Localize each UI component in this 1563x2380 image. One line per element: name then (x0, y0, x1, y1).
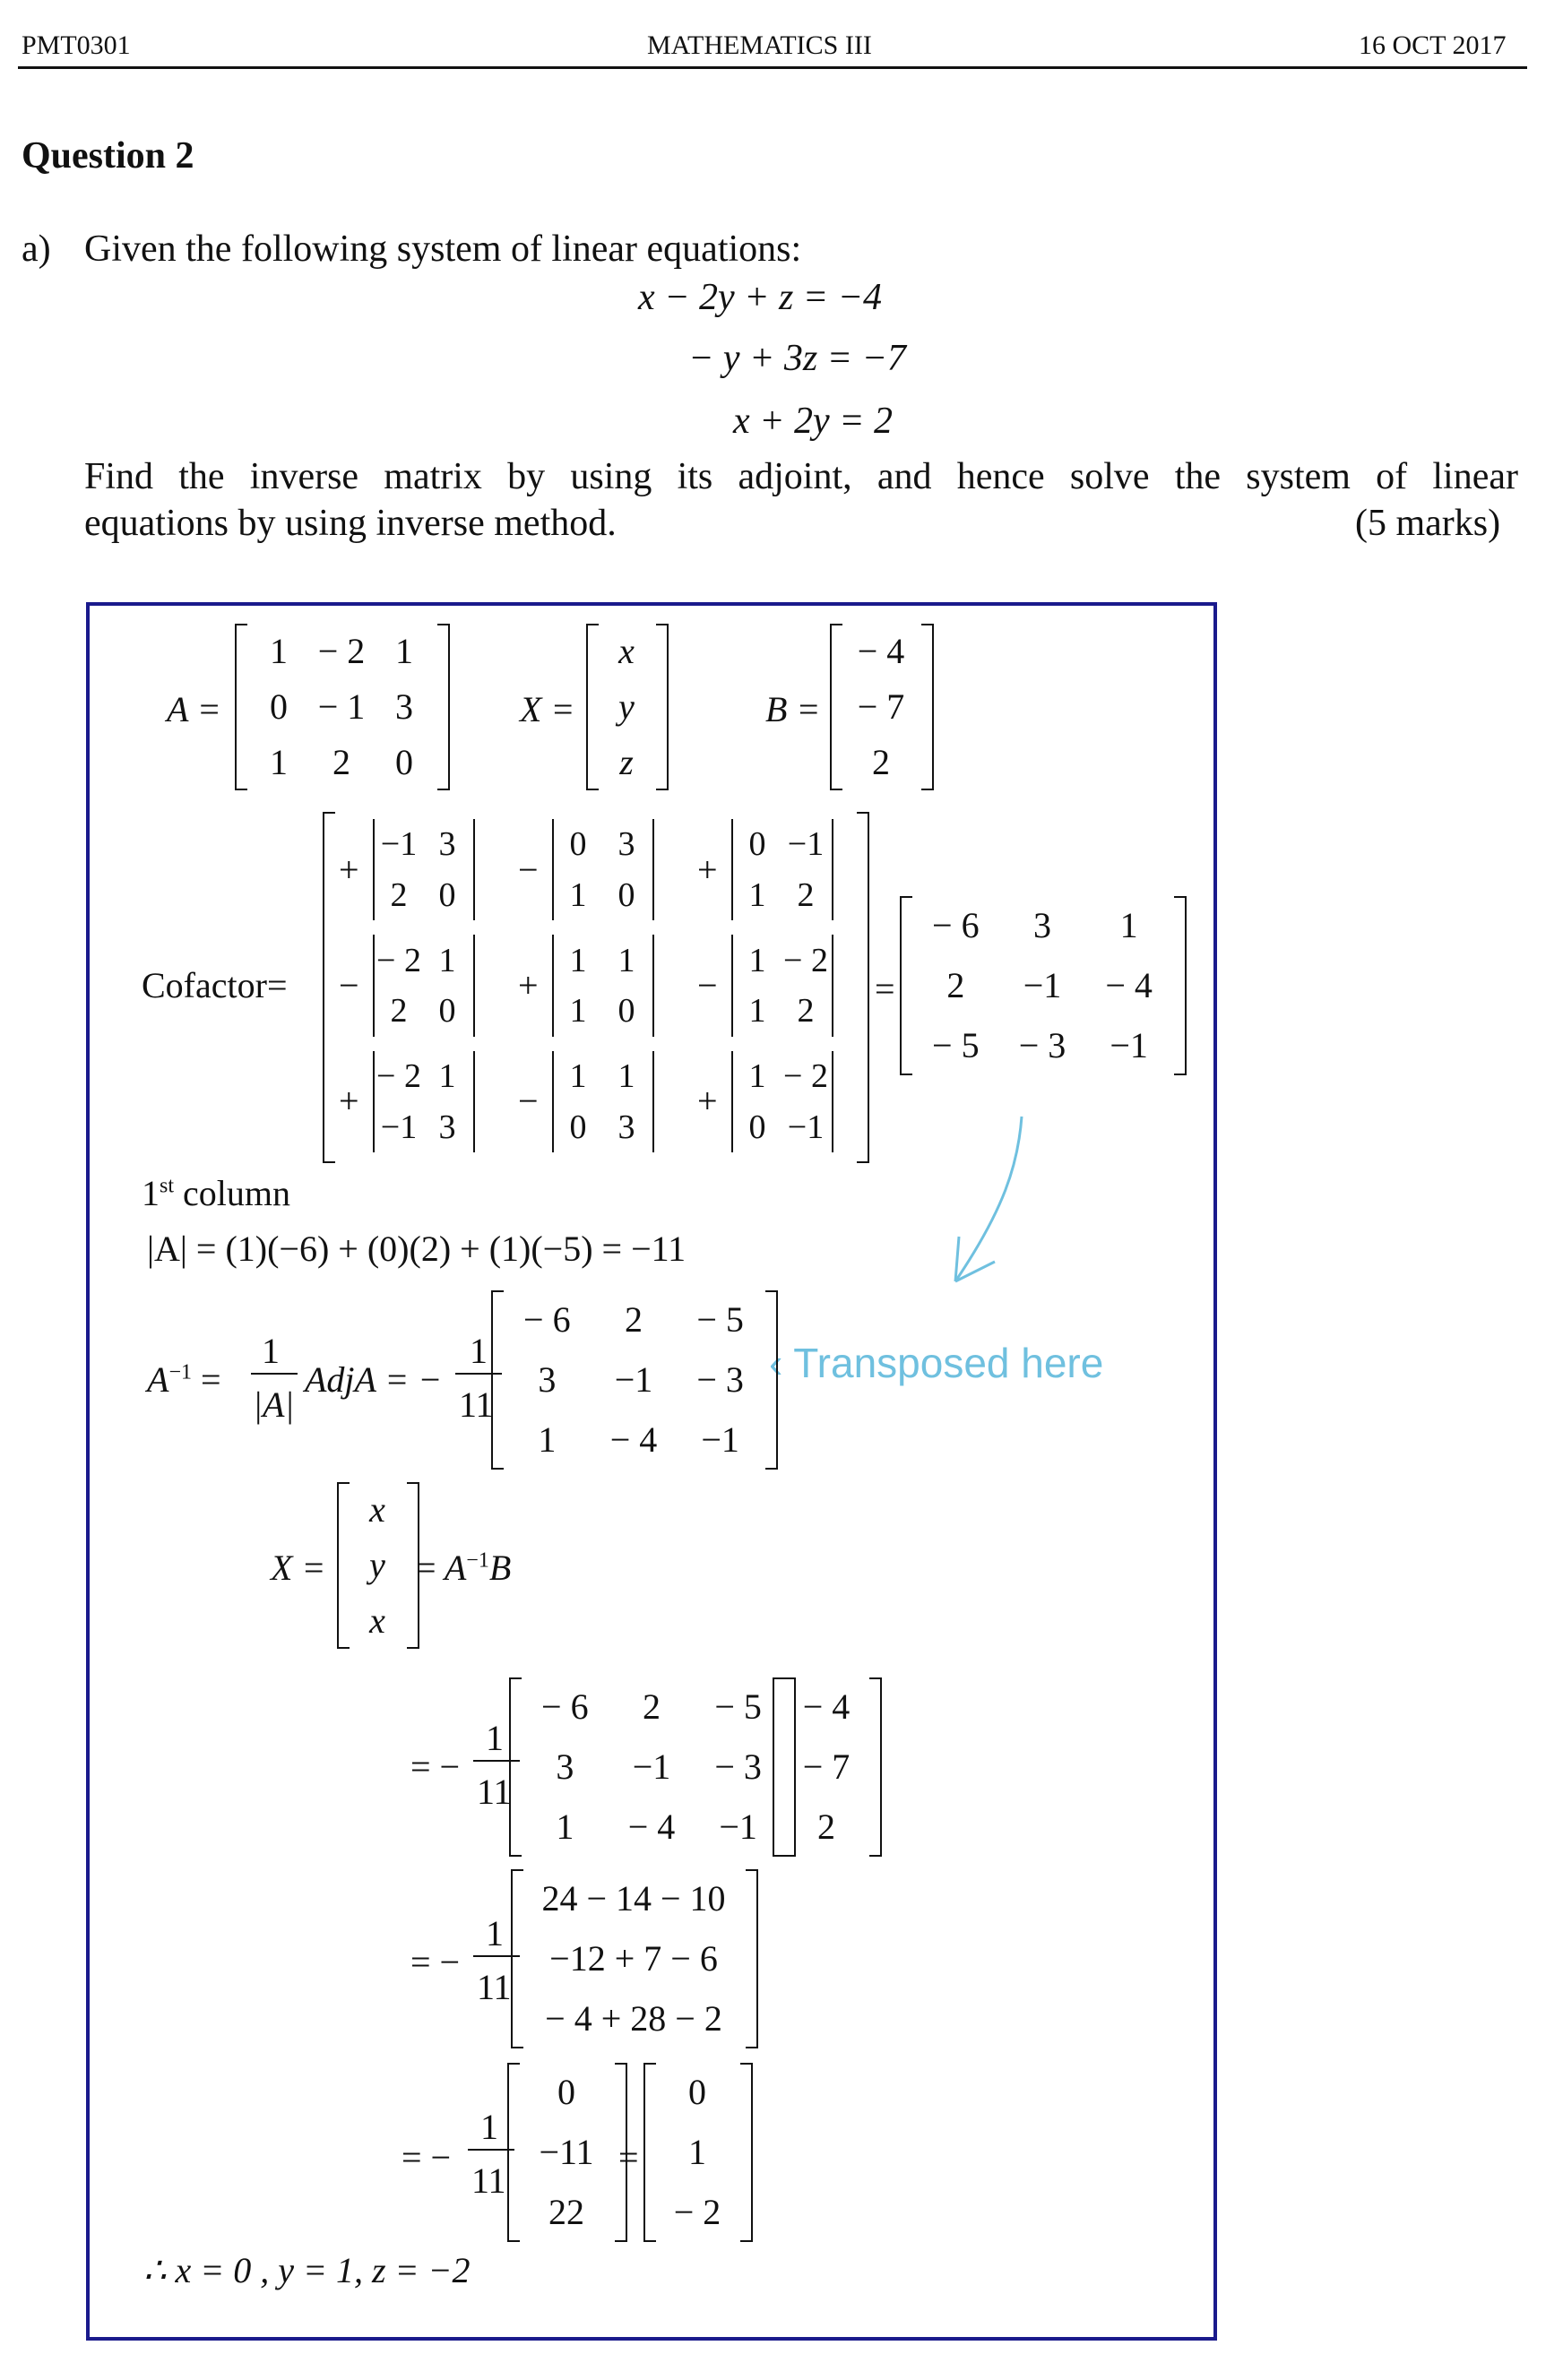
step1-frac-num: 1 (486, 1718, 504, 1758)
minor-cell: 1 (569, 992, 587, 1030)
cofactor-minor (733, 819, 830, 920)
B-label: B = (765, 689, 821, 729)
bracket-right (656, 624, 669, 790)
matrix-cell: 2 (872, 742, 890, 782)
det-bar-left (552, 935, 554, 1036)
cofactor-sign: − (697, 965, 718, 1005)
vector-B (842, 624, 920, 790)
det-bar-right (473, 1051, 475, 1152)
matrix-cell: 2 (624, 1299, 643, 1341)
cofactor-minor (554, 935, 651, 1036)
matrix-cell: − 2 (673, 2191, 721, 2232)
equation-1: x − 2y + z = −4 (638, 277, 882, 318)
cofactor-minor (733, 935, 830, 1036)
matrix-cell: 2 (332, 742, 350, 782)
cofactor-sign: + (339, 1081, 359, 1122)
minor-cell: 0 (617, 875, 635, 914)
vector-X-2 (350, 1482, 405, 1649)
minor-cell: 0 (748, 825, 766, 864)
minor-cell: − 2 (783, 1056, 828, 1095)
frac-den-2: 11 (459, 1384, 494, 1425)
cofactor-sign: − (339, 965, 359, 1005)
matrix-cell: −1 (1023, 964, 1062, 1005)
cofactor-minor (733, 1051, 830, 1152)
cofactor-label: Cofactor= (142, 965, 288, 1005)
bracket-left (773, 1677, 785, 1857)
cofactor-sign: + (518, 965, 539, 1005)
bracket-left (337, 1482, 350, 1649)
det-bar-left (731, 819, 733, 920)
bracket-right (1174, 896, 1187, 1075)
bracket-right (783, 1677, 796, 1857)
det-bar-right (652, 819, 654, 920)
exam-date: 16 OCT 2017 (1359, 30, 1507, 60)
matrix-cell: − 4 + 28 − 2 (545, 1997, 722, 2039)
minor-cell: 1 (748, 941, 766, 979)
step2-vector (523, 1869, 744, 2048)
step2-frac-den: 11 (477, 1967, 512, 2007)
inverse-lhs: $A^{-1}$ = (147, 1359, 221, 1400)
matrix-cell: 1 (395, 631, 413, 671)
question-title: Question 2 (22, 135, 194, 177)
matrix-cell: 0 (395, 742, 413, 782)
minor-cell: 2 (797, 992, 815, 1030)
frac-num-1: 1 (262, 1331, 280, 1371)
bracket-left (586, 624, 599, 790)
step3-eq2: = (618, 2137, 639, 2177)
minor-cell: 0 (438, 875, 456, 914)
step3-result-vector (656, 2063, 738, 2242)
matrix-cell: − 7 (802, 1746, 851, 1787)
cofactor-sign: − (518, 849, 539, 890)
cofactor-minor (375, 819, 471, 920)
matrix-cell: − 5 (932, 1024, 980, 1065)
bracket-right (437, 624, 450, 790)
det-bar-left (731, 935, 733, 1036)
matrix-cell: −1 (632, 1746, 671, 1787)
matrix-cell: − 4 (609, 1419, 658, 1460)
bracket-left (507, 2063, 520, 2242)
step3-vector (520, 2063, 613, 2242)
matrix-cell: x (618, 631, 635, 671)
header-rule (18, 66, 1527, 69)
minor-cell: 0 (748, 1108, 766, 1146)
matrix-cell: 0 (688, 2072, 706, 2113)
matrix-cell: − 1 (317, 686, 366, 727)
minor-cell: 1 (748, 875, 766, 914)
bracket-right (921, 624, 934, 790)
step3-frac-num: 1 (480, 2107, 498, 2147)
matrix-cell: − 4 (857, 631, 905, 671)
det-bar-left (373, 935, 375, 1036)
matrix-cell: − 7 (857, 686, 905, 727)
bracket-left (900, 896, 912, 1075)
minor-cell: 1 (569, 1056, 587, 1095)
det-bar-left (731, 1051, 733, 1152)
marks: (5 marks) (1355, 503, 1501, 544)
bracket-right (615, 2063, 627, 2242)
bracket-right (740, 2063, 753, 2242)
matrix-cell: 3 (1032, 905, 1051, 946)
matrix-cell: − 4 (627, 1806, 676, 1847)
adjoint-matrix (504, 1290, 764, 1470)
matrix-cell: x (369, 1600, 385, 1641)
final-answer: ∴ x = 0 , y = 1, z = −2 (143, 2250, 471, 2290)
matrix-cell: 3 (556, 1746, 574, 1787)
minor-cell: 0 (617, 992, 635, 1030)
matrix-cell: − 6 (523, 1299, 571, 1341)
minor-cell: 2 (390, 992, 408, 1030)
det-bar-right (473, 935, 475, 1036)
adj-text: AdjA = − (305, 1359, 443, 1400)
minor-cell: 3 (438, 825, 456, 864)
matrix-cell: 2 (946, 964, 965, 1005)
matrix-cell: 2 (642, 1686, 661, 1728)
X-eq-rhs: = $A^{-1}B$ (416, 1548, 512, 1588)
minor-cell: −1 (380, 1108, 418, 1146)
matrix-cell: x (369, 1489, 385, 1530)
bracket-left (643, 2063, 656, 2242)
minor-cell: 2 (390, 875, 408, 914)
determinant-line: |A| = (1)(−6) + (0)(2) + (1)(−5) = −11 (147, 1229, 687, 1269)
minor-cell: 1 (748, 1056, 766, 1095)
bracket-right (746, 1869, 758, 2048)
question-intro: Given the following system of linear equations: (84, 229, 802, 270)
minor-cell: 2 (797, 875, 815, 914)
bracket-left (511, 1869, 523, 2048)
bracket-right (765, 1290, 778, 1470)
det-bar-right (652, 1051, 654, 1152)
minor-cell: 1 (438, 941, 456, 979)
minor-cell: −1 (787, 1108, 825, 1146)
expansion-note: 1st column (142, 1173, 290, 1213)
step3-eq: = − (402, 2137, 452, 2177)
matrix-cell: 1 (1119, 905, 1138, 946)
det-bar-left (373, 819, 375, 920)
det-bar-left (373, 1051, 375, 1152)
matrix-cell: − 6 (932, 905, 980, 946)
matrix-cell: −1 (719, 1806, 757, 1847)
det-bar-left (552, 819, 554, 920)
matrix-cell: 0 (270, 686, 288, 727)
step1-vector-B (785, 1677, 868, 1857)
vector-X (599, 624, 654, 790)
matrix-cell: −12 + 7 − 6 (549, 1937, 718, 1979)
det-bar-right (473, 819, 475, 920)
matrix-cell: −1 (1110, 1024, 1148, 1065)
minor-cell: 1 (569, 941, 587, 979)
matrix-cell: y (618, 686, 635, 727)
annotation-text: ‹ Transposed here (769, 1340, 1104, 1386)
matrix-cell: 3 (395, 686, 413, 727)
minor-cell: 1 (748, 992, 766, 1030)
matrix-cell: 24 − 14 − 10 (541, 1878, 726, 1919)
step2-eq: = − (410, 1942, 461, 1982)
A-label: A = (167, 689, 221, 729)
bracket-right (857, 812, 869, 1163)
det-bar-right (652, 935, 654, 1036)
matrix-cell: y (369, 1545, 385, 1585)
bracket-right (407, 1482, 419, 1649)
course-name: MATHEMATICS III (647, 30, 872, 60)
minor-cell: −1 (380, 825, 418, 864)
matrix-cell: − 5 (714, 1686, 762, 1728)
equation-2: − y + 3z = −7 (688, 338, 906, 379)
minor-cell: 1 (617, 941, 635, 979)
matrix-cell: 1 (688, 2131, 706, 2172)
matrix-cell: 22 (548, 2191, 584, 2232)
cofactor-sign: + (697, 1081, 718, 1122)
frac-line-1 (251, 1373, 298, 1375)
det-bar-right (832, 1051, 833, 1152)
matrix-cell: − 6 (541, 1686, 589, 1728)
step2-frac-num: 1 (486, 1913, 504, 1953)
minor-cell: 3 (617, 825, 635, 864)
frac-den-abs: |A| (253, 1384, 295, 1425)
cofactor-sign: + (697, 849, 718, 890)
minor-cell: 3 (438, 1108, 456, 1146)
cofactor-minor (375, 935, 471, 1036)
matrix-cell: 1 (270, 742, 288, 782)
course-code: PMT0301 (22, 30, 131, 60)
X-eq-label: X = (271, 1548, 326, 1588)
matrix-cell: −1 (701, 1419, 739, 1460)
task-line-1: Find the inverse matrix by using its adjoint, and hence solve the system of linear (84, 456, 1518, 497)
matrix-cell: 3 (538, 1358, 557, 1400)
step1-matrix (522, 1677, 782, 1857)
minor-cell: − 2 (376, 1056, 421, 1095)
minor-cell: 1 (569, 875, 587, 914)
bracket-left (491, 1290, 504, 1470)
minor-cell: 0 (569, 1108, 587, 1146)
cofactor-minor (375, 1051, 471, 1152)
minor-cell: − 2 (783, 941, 828, 979)
matrix-cell: −11 (539, 2131, 594, 2172)
minor-cell: − 2 (376, 941, 421, 979)
cofactor-sign: − (518, 1081, 539, 1122)
minor-cell: 3 (617, 1108, 635, 1146)
cofactor-minor (554, 1051, 651, 1152)
matrix-cell: −1 (614, 1358, 653, 1400)
cofactor-result-matrix (912, 896, 1172, 1075)
step3-frac-den: 11 (471, 2160, 506, 2201)
matrix-cell: 0 (557, 2072, 575, 2113)
arrow-annotation-icon (932, 1111, 1040, 1290)
matrix-cell: − 2 (317, 631, 366, 671)
cofactor-minor (554, 819, 651, 920)
matrix-cell: 2 (817, 1806, 835, 1847)
step1-eq: = − (410, 1746, 461, 1787)
minor-cell: −1 (787, 825, 825, 864)
matrix-cell: 1 (538, 1419, 557, 1460)
matrix-cell: − 4 (1105, 964, 1153, 1005)
task-line-2: equations by using inverse method. (84, 503, 617, 544)
det-bar-left (552, 1051, 554, 1152)
frac-num-2: 1 (470, 1331, 488, 1371)
bracket-left (830, 624, 842, 790)
part-label: a) (22, 229, 51, 270)
bracket-left (509, 1677, 522, 1857)
matrix-cell: z (619, 742, 634, 782)
matrix-cell: − 5 (696, 1299, 744, 1341)
matrix-cell: − 3 (714, 1746, 762, 1787)
minor-cell: 1 (617, 1056, 635, 1095)
bracket-left (235, 624, 247, 790)
det-bar-right (832, 935, 833, 1036)
equation-3: x + 2y = 2 (733, 401, 893, 442)
matrix-cell: − 4 (802, 1686, 851, 1728)
minor-cell: 0 (438, 992, 456, 1030)
X-label: X = (520, 689, 575, 729)
minor-cell: 0 (569, 825, 587, 864)
det-bar-right (832, 819, 833, 920)
cofactor-sign: + (339, 849, 359, 890)
minor-cell: 1 (438, 1056, 456, 1095)
cofactor-equals: = (875, 969, 895, 1009)
matrix-cell: 1 (556, 1806, 574, 1847)
matrix-cell: 1 (270, 631, 288, 671)
step1-frac-den: 11 (477, 1772, 512, 1812)
bracket-right (869, 1677, 882, 1857)
bracket-left (323, 812, 335, 1163)
matrix-cell: − 3 (1018, 1024, 1066, 1065)
matrix-cell: − 3 (696, 1358, 744, 1400)
matrix-A (247, 624, 436, 790)
